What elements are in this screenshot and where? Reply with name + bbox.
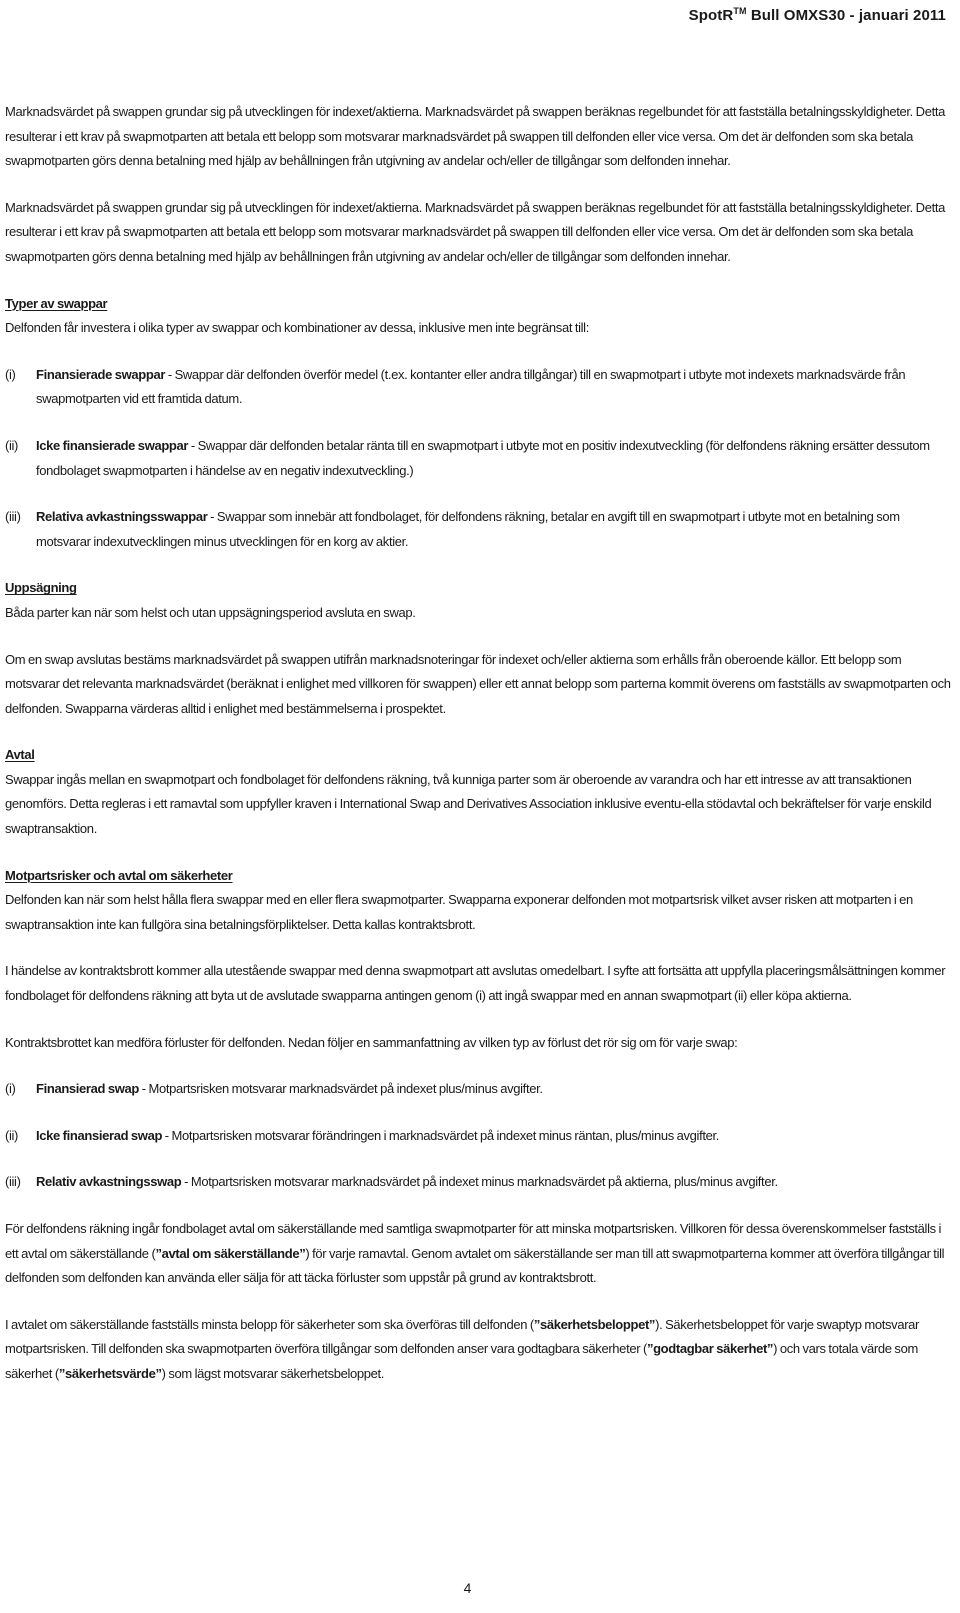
list-item-number: (i)	[5, 1081, 16, 1097]
intro-paragraph-1: Marknadsvärdet på swappen grundar sig på utvecklingen för indexet/aktierna. Marknadsvärdet på swappen beräknas regelbundet för att fastställa betalningsskyldigheter. Detta resulterar i ett krav på swapmotparten att betala ett belopp som motsvarar marknadsvärdet på swappen till delfonden eller vice versa. Om det är delfonden som ska betala swapmotparten görs denna betalning med hjälp av behållningen från utgivning av andelar och/eller de tillgångar som delfonden innehar.	[5, 104, 945, 169]
list-item-term: Finansierade swappar	[36, 366, 166, 382]
list-item-text	[36, 1124, 953, 1149]
defined-term-avtal: ”avtal om säkerställande”	[155, 1245, 306, 1261]
document-body	[5, 100, 953, 1387]
list-item-number: (ii)	[5, 437, 19, 453]
motpart-paragraph-4	[5, 1217, 953, 1291]
list-item	[5, 1170, 953, 1195]
section-heading-typer: Typer av swappar	[5, 295, 108, 311]
list-item	[5, 434, 953, 483]
section-heading-uppsagning: Uppsägning	[5, 580, 77, 596]
list-item-description: - Motpartsrisken motsvarar marknadsvärdet på indexet minus marknadsvärdet på aktierna, plus/minus avgifter.	[181, 1174, 778, 1190]
list-item-number: (i)	[5, 366, 16, 382]
list-item	[5, 505, 953, 554]
list-item-description: - Motpartsrisken motsvarar marknadsvärdet på indexet plus/minus avgifter.	[139, 1081, 543, 1097]
page-header	[689, 6, 946, 24]
motpart-paragraph-2: I händelse av kontraktsbrott kommer alla utestående swappar med denna swapmotpart att avslutas omedelbart. I syfte att fortsätta att uppfylla placeringsmålsättningen kommer fondbolaget för delfondens räkning att byta ut de avslutade swapparna antingen genom (i) att ingå swappar med en annan swapmotpart (ii) eller köpa aktierna.	[5, 963, 946, 1004]
list-item-text	[36, 363, 953, 412]
uppsagning-paragraph-1: Båda parter kan när som helst och utan uppsägningsperiod avsluta en swap.	[5, 604, 416, 620]
defined-term-sakerhetsvarde: ”säkerhetsvärde”	[58, 1365, 162, 1381]
list-item	[5, 1124, 953, 1149]
list-item-term: Finansierad swap	[36, 1081, 139, 1097]
section-heading-motpartsrisker: Motpartsrisker och avtal om säkerheter	[5, 867, 233, 883]
header-title-main: SpotR	[688, 7, 734, 24]
uppsagning-paragraph-2: Om en swap avslutas bestäms marknadsvärdet på swappen utifrån marknadsnoteringar för indexet och/eller aktierna som erhålls från oberoende källor. Ett belopp som motsvarar det relevanta marknadsvärdet (beräknat i enlighet med villkoren för swappen) eller ett annat belopp som parterna kommit överens om fastställs av swapmotparten och delfonden. Swapparna värderas alltid i enlighet med bestämmelserna i prospektet.	[5, 651, 951, 716]
list-item-description: - Swappar som innebär att fondbolaget, för delfondens räkning, betalar en avgift till en swapmotpart i utbyte mot en betalning som motsvarar indexutvecklingen minus utvecklingen för en korg av aktier.	[36, 509, 900, 549]
list-item-text	[36, 1077, 953, 1102]
motpart-paragraph-3: Kontraktsbrottet kan medföra förluster för delfonden. Nedan följer en sammanfattning av vilken typ av förlust det rör sig om för varje swap:	[5, 1034, 738, 1050]
list-item	[5, 363, 953, 412]
list-item-number: (iii)	[5, 509, 21, 525]
text-run: ) som lägst motsvarar säkerhetsbeloppet.	[161, 1365, 385, 1381]
section-heading-avtal: Avtal	[5, 747, 35, 763]
motpart-paragraph-1: Delfonden kan när som helst hålla flera swappar med en eller flera swapmotparter. Swapparna exponerar delfonden mot motpartsrisk vilket avser risken att motparten i en swaptransaktion inte kan fullgöra sina betalningsförpliktelser. Detta kallas kontraktsbrott.	[5, 892, 913, 932]
list-item-description: - Swappar där delfonden betalar ränta till en swapmotpart i utbyte mot en positiv indexutveckling (för delfondens räkning ersätter dessutom fondbolaget swapmotparten i händelse av en negativ indexutveckling.)	[36, 437, 930, 478]
list-item	[5, 1077, 953, 1102]
list-item-term: Relativa avkastningsswappar	[36, 509, 208, 525]
text-run: För delfondens räkning ingår fondbolaget avtal om säkerställande med samtliga swapmotparter för att minska motpartsrisken. Villkoren för dessa överenskommelser fastställs i ett avtal om säkerställande (	[5, 1221, 942, 1261]
page-number: 4	[463, 1580, 472, 1596]
text-run: I avtalet om säkerställande fastställs minsta belopp för säkerheter som ska överföras till delfonden (	[5, 1316, 534, 1332]
list-item-description: - Motpartsrisken motsvarar förändringen i marknadsvärdet på indexet minus räntan, plus/minus avgifter.	[162, 1127, 719, 1143]
defined-term-godtagbar-sakerhet: ”godtagbar säkerhet”	[646, 1341, 774, 1357]
avtal-paragraph: Swappar ingås mellan en swapmotpart och fondbolaget för delfondens räkning, två kunniga parter som är oberoende av varandra och har ett intresse av att transaktionen genomförs. Detta regleras i ett ramavtal som uppfyller kraven i International Swap and Derivatives Association inklusive eventu-ella stödavtal och bekräftelser för varje enskild swaptransaktion.	[5, 771, 932, 837]
typer-intro: Delfonden får investera i olika typer av swappar och kombinationer av dessa, inklusive men inte begränsat till:	[5, 320, 589, 336]
list-item-term: Icke finansierad swap	[36, 1127, 163, 1143]
list-item-description: - Swappar där delfonden överför medel (t.ex. kontanter eller andra tillgångar) till en swapmotpart i utbyte mot indexets marknadsvärde från swapmotparten vid ett framtida datum.	[36, 366, 906, 407]
header-title-rest: Bull OMXS30 - januari 2011	[746, 7, 946, 24]
list-item-term: Relativ avkastningsswap	[36, 1174, 182, 1190]
list-item-text	[36, 434, 953, 483]
text-run: ). Säkerhetsbeloppet för varje swaptyp motsvarar motpartsrisken. Till delfonden ska swapmotparten överföra tillgångar som delfonden anser vara godtagbara säkerheter (	[5, 1316, 920, 1357]
list-item-text	[36, 505, 953, 554]
motpart-paragraph-5	[5, 1313, 953, 1387]
text-run: ) för varje ramavtal. Genom avtalet om säkerställande ser man till att swapmotparterna kommer att överföra tillgångar till delfonden som delfonden kan använda eller sälja för att täcka förluster som uppstår på grund av kontraktsbrott.	[5, 1245, 945, 1286]
text-run: ) och vars totala värde som säkerhet (	[5, 1341, 918, 1381]
list-item-term: Icke finansierade swappar	[36, 437, 189, 453]
intro-paragraph-2: Marknadsvärdet på swappen grundar sig på utvecklingen för indexet/aktierna. Marknadsvärdet på swappen beräknas regelbundet för att fastställa betalningsskyldigheter. Detta resulterar i ett krav på swapmotparten att betala ett belopp som motsvarar marknadsvärdet på swappen till delfonden eller vice versa. Om det är delfonden som ska betala swapmotparten görs denna betalning med hjälp av behållningen från utgivning av andelar och/eller de tillgångar som delfonden innehar.	[5, 199, 945, 264]
header-trademark: TM	[733, 6, 747, 16]
list-item-number: (ii)	[5, 1127, 19, 1143]
defined-term-sakerhetsbeloppet: ”säkerhetsbeloppet”	[533, 1316, 656, 1332]
list-item-text	[36, 1170, 953, 1195]
list-item-number: (iii)	[5, 1174, 21, 1190]
